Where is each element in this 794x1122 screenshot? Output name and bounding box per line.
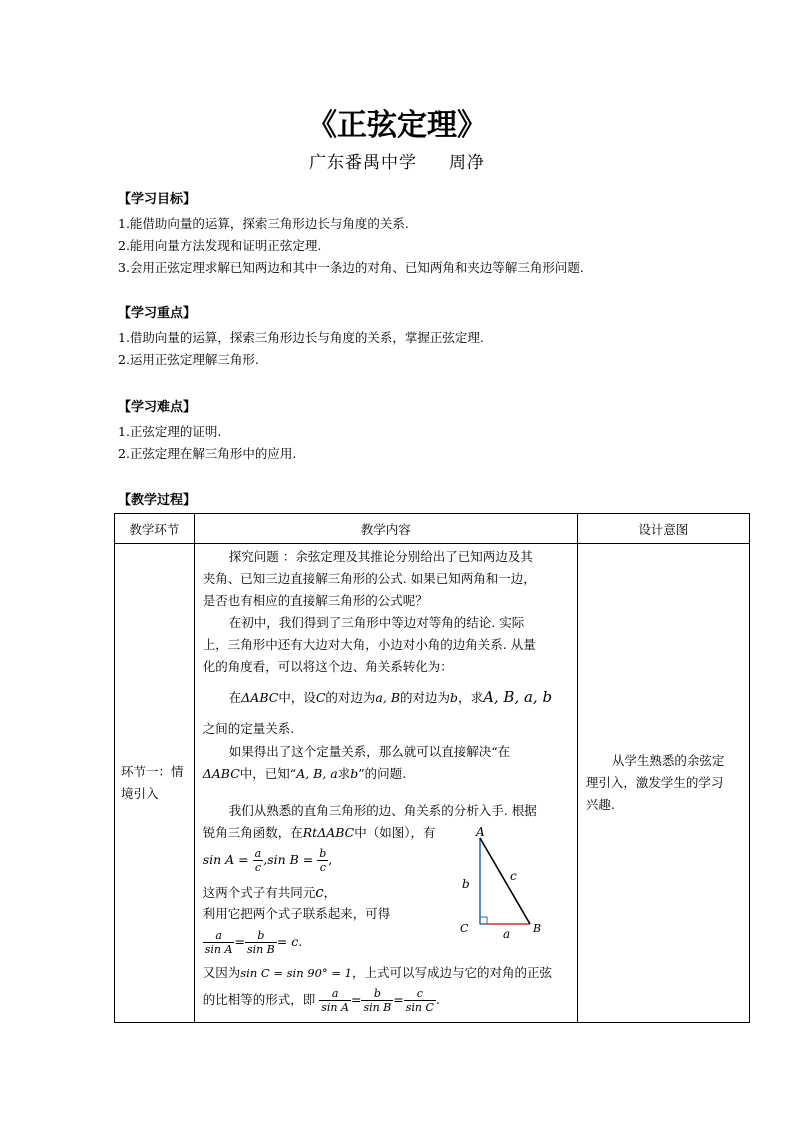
text-line: 在初中，我们得到了三角形中等边对等角的结论. 实际 [228,615,525,630]
paragraph-if-cont [203,763,571,785]
label-b: b [461,877,470,891]
text-line: 上，三角形中还有大边对大角，小边对小角的边角关系. 从量 [202,637,536,652]
intent-cell [577,544,749,1023]
paragraph-right-triangle: 我们从熟悉的直角三角形的边、角关系的分析入手. 根据 [228,803,537,818]
numerator: b [361,987,393,1001]
numerator: a [203,929,235,943]
formula-text: = [350,992,362,1007]
key-points-heading: 【学习重点】 [118,306,197,321]
vertex-A: A [475,826,485,839]
table-row [115,544,750,1023]
teaching-process-table [114,513,750,1023]
denominator: c [319,861,326,874]
math-abc: ΔABC [241,690,279,705]
numerator: a [319,987,351,1001]
byline [0,148,794,173]
page-title: 《正弦定理》 [307,108,487,143]
process-heading: 【教学过程】 [118,493,197,508]
text: 中，已知“ [239,766,297,781]
formula-text: = c. [276,934,303,949]
fraction [319,987,351,1014]
stage-line: 境引入 [121,786,159,801]
intent-text [586,750,741,816]
text: ，上式可以写成边与它的对角的正弦 [351,965,552,980]
formula-text: = [234,934,245,949]
header-intent: 设计意图 [577,514,749,544]
text-line: 夹角、已知三边直接解三角形的公式. 如果已知两角和一边， [202,571,536,586]
text: 的比相等的形式，即 [202,992,316,1007]
label-a: a [502,927,510,938]
goal-item: 2.能用向量方法发现和证明正弦定理. [118,238,322,253]
denominator: sin B [363,1001,392,1014]
numerator: b [319,847,327,860]
header-stage: 教学环节 [115,514,195,544]
denominator: sin A [204,943,233,956]
paragraph-junior [203,612,571,678]
text: 锐角三角函数，在 [202,825,303,840]
stage-cell [115,544,195,1023]
label-c: c [509,869,517,883]
text: 中（如图），有 [354,825,436,840]
fraction [404,987,436,1014]
math-ABa: A, B, a [296,766,338,781]
fraction [361,987,393,1014]
paragraph-if [203,741,571,763]
math-c: C [315,690,326,705]
content-cell [194,544,577,1023]
text-line: 化的角度看，可以将这个边、角关系转化为： [202,659,453,674]
text: 又因为 [202,965,241,980]
right-angle-mark [480,917,487,924]
text-line: 是否也有相应的直接解三角形的公式呢？ [202,593,428,608]
formula-text: , [328,852,333,867]
stage-line: 环节一：情 [121,764,184,779]
vertex-C: C [459,922,469,935]
denominator: sin A [321,1001,349,1014]
math-ABab: A, B, a, b [483,688,553,706]
side-c [480,838,530,924]
text-line: 探究问题 ：余弦定理及其推论分别给出了已知两边及其 [228,549,533,564]
paragraph-relation: 之间的定量关系. [202,721,295,736]
paragraph-setup [203,686,571,709]
fraction [245,929,277,956]
text: ， [323,885,337,900]
fraction [253,847,264,874]
vertex-B: B [532,922,541,935]
numerator: a [254,847,262,860]
difficulty-item: 1.正弦定理的证明. [118,424,222,439]
numerator: c [404,987,436,1001]
key-item: 1.借助向量的运算，探索三角形边长与角度的关系，掌握正弦定理. [118,330,484,345]
text-line: 从学生熟悉的余弦定 [611,753,725,768]
text: ，求 [458,690,484,705]
paragraph-sin90 [203,962,571,984]
formula-text: ,sin B = [263,852,314,867]
numerator: b [245,929,277,943]
difficulty-heading: 【学习难点】 [118,400,197,415]
text: 的对边为 [325,690,376,705]
right-triangle-figure [450,826,550,938]
paragraph-combine: 利用它把两个式子联系起来，可得 [202,906,391,921]
formula-text: = [393,992,404,1007]
math-aB: a, B [375,690,401,705]
formula-text: . [435,992,440,1007]
school-name: 广东番禺中学 [309,153,417,173]
math-b: b [350,766,359,781]
text: 求 [337,766,351,781]
text: 中，设 [278,690,316,705]
denominator: sin B [246,943,275,956]
key-item: 2.运用正弦定理解三角形. [118,352,259,367]
math-rt-abc: RtΔABC [302,825,355,840]
text: 这两个式子有共同元 [202,885,316,900]
author-name: 周净 [449,153,485,173]
goals-heading: 【学习目标】 [118,192,197,207]
math-c: c [315,883,324,901]
math-abc: ΔABC [202,766,240,781]
paragraph-inquiry [203,546,571,612]
text: ”的问题. [358,766,407,781]
denominator: c [254,861,262,874]
math-b: b [450,690,459,705]
denominator: sin C [405,1001,434,1014]
text: 的对边为 [400,690,451,705]
fraction [317,847,328,874]
text: 如果得出了这个定量关系，那么就可以直接解决“在 [228,744,511,759]
goal-item: 3.会用正弦定理求解已知两边和其中一条边的对角、已知两角和夹边等解三角形问题. [118,260,584,275]
text: 在 [228,690,242,705]
formula-law-of-sines [203,987,571,1014]
difficulty-item: 2.正弦定理在解三角形中的应用. [118,446,297,461]
table-header-row [115,514,750,544]
header-content: 教学内容 [194,514,577,544]
fraction [203,929,235,956]
text-line: 兴趣. [585,797,615,812]
goal-item: 1.能借助向量的运算，探索三角形边长与角度的关系. [118,216,409,231]
text-line: 理引入，激发学生的学习 [585,775,724,790]
math-sin90: sin C = sin 90° = 1 [240,966,352,980]
formula-text: sin A = [202,852,249,867]
